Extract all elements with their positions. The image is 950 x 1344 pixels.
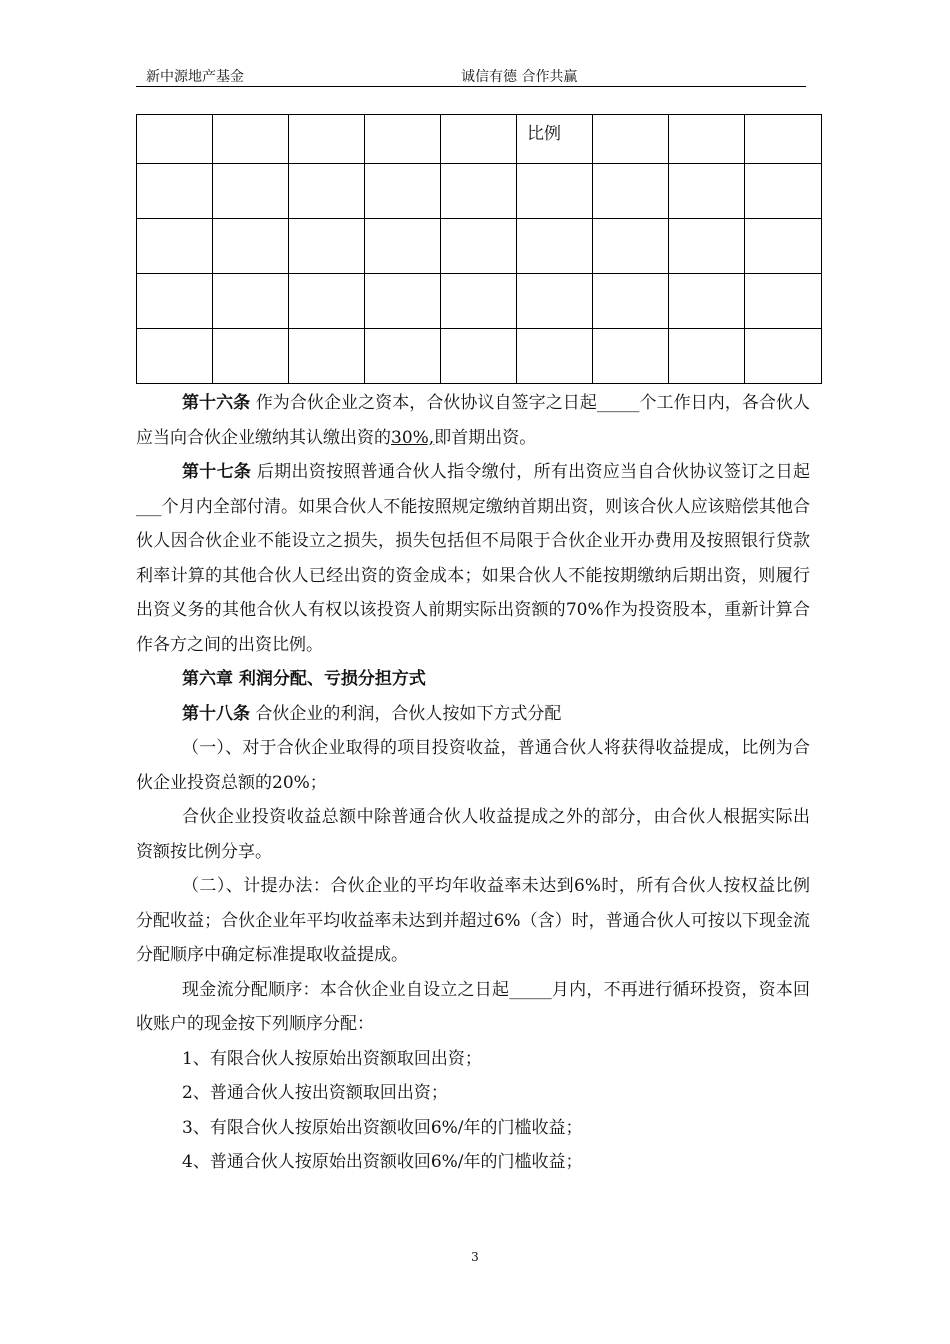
article-16 xyxy=(136,386,810,455)
cashflow-order-text-b: 月内，不再进行循环投资，资本回收账户的现金按下列顺序分配： xyxy=(136,979,811,1034)
article-16-text-a: 作为合伙企业之资本，合伙协议自签字之日起 xyxy=(255,393,597,413)
article-17-text-a: 后期出资按照普通合伙人指令缴付，所有出资应当自合伙协议签订之日起 xyxy=(256,462,811,482)
table-row xyxy=(137,115,822,164)
article-16-label: 第十六条 xyxy=(182,393,251,413)
list-item: 1、有限合伙人按原始出资额取回出资； xyxy=(182,1048,482,1069)
table-cell xyxy=(517,115,593,164)
article-17-blank: ___ xyxy=(136,496,162,517)
table-cell xyxy=(745,115,822,164)
table-row xyxy=(137,164,822,219)
page-header xyxy=(136,64,806,87)
table-cell xyxy=(593,115,669,164)
list-item: 2、普通合伙人按出资额取回出资； xyxy=(182,1083,448,1103)
article-18-text: 合伙企业的利润，合伙人按如下方式分配 xyxy=(255,703,562,724)
article-18-label: 第十八条 xyxy=(182,703,250,724)
table-cell xyxy=(137,115,213,164)
table-cell xyxy=(365,115,441,164)
header-motto: 诚信有德 合作共赢 xyxy=(461,69,578,85)
article-17 xyxy=(136,455,810,662)
table-cell xyxy=(289,115,365,164)
cashflow-order-blank: _____ xyxy=(509,979,552,1000)
clause-1: （一）、对于合伙企业取得的项目投资收益，普通合伙人将获得收益提成，比例为合伙企业投资总额的20%； xyxy=(136,738,810,793)
table-cell xyxy=(213,115,289,164)
table-row xyxy=(137,274,822,329)
article-17-text-b: 个月内全部付清。如果合伙人不能按照规定缴纳首期出资，则该合伙人应该赔偿其他合伙人因合伙企业不能设立之损失，损失包括但不局限于合伙企业开办费用及按照银行贷款利率计算的其他合伙人已经出资的资金成本；如果合伙人不能按期缴纳后期出资，则履行出资义务的其他合伙人有权以该投资人前期实际出资额的70%作为投资股本，重新计算合作各方之间的出资比例。 xyxy=(136,496,810,655)
clause-1-note: 合伙企业投资收益总额中除普通合伙人收益提成之外的部分，由合伙人根据实际出资额按比例分享。 xyxy=(136,807,810,862)
header-company-name: 新中源地产基金 xyxy=(146,69,244,85)
cashflow-order xyxy=(136,973,810,1042)
table-cell-ratio-label: 比例 xyxy=(527,124,561,144)
article-16-blank: _____ xyxy=(596,393,640,413)
table-cell xyxy=(441,115,517,164)
list-item: 3、有限合伙人按原始出资额收回6%/年的门槛收益； xyxy=(182,1117,583,1138)
page-number: 3 xyxy=(471,1250,479,1264)
partner-contribution-table xyxy=(136,114,822,384)
cashflow-order-text-a: 现金流分配顺序：本合伙企业自设立之日起 xyxy=(182,979,510,1000)
article-18 xyxy=(136,697,810,732)
list-item: 4、普通合伙人按原始出资额收回6%/年的门槛收益； xyxy=(182,1152,583,1172)
document-body xyxy=(136,386,810,1180)
chapter-6-heading: 第六章 利润分配、亏损分担方式 xyxy=(182,669,426,689)
table-row xyxy=(137,329,822,384)
table-cell xyxy=(669,115,745,164)
article-16-text-c: 即首期出资。 xyxy=(434,427,537,448)
article-17-label: 第十七条 xyxy=(182,462,252,482)
clause-2: （二）、计提办法：合伙企业的平均年收益率未达到6%时，所有合伙人按权益比例分配收益；合伙企业年平均收益率未达到并超过6%（含）时，普通合伙人可按以下现金流分配顺序中确定标准提取收益提成。 xyxy=(136,876,810,965)
article-16-percent: 30%, xyxy=(391,427,435,448)
article-16-text-b: 个工作日内，各合伙人应当向合伙企业缴纳其认缴出资的 xyxy=(136,393,811,448)
table-row xyxy=(137,219,822,274)
